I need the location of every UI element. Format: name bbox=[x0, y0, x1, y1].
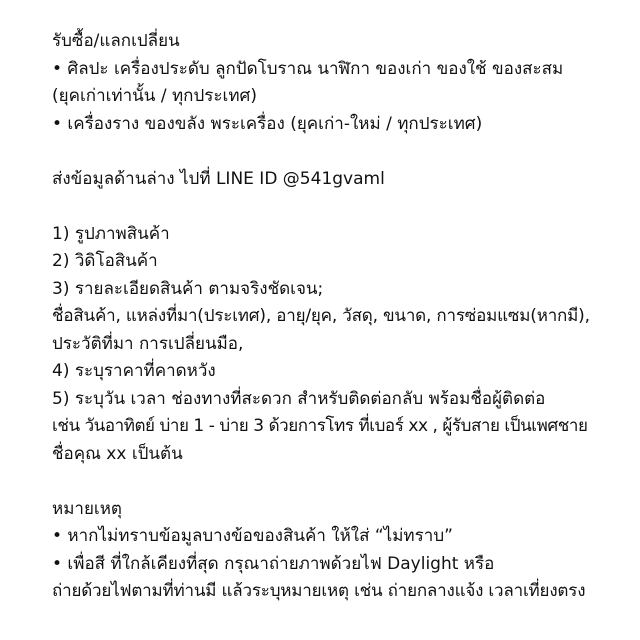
buy-item-line: • เครื่องราง ของขลัง พระเครื่อง (ยุคเก่า-ใหม่ / ทุกประเทศ) bbox=[52, 113, 483, 134]
note-line: • หากไม่ทราบข้อมูลบางข้อของสินค้า ให้ใส่ “ไม่ทราบ” bbox=[52, 526, 453, 546]
requirement-line: 1) รูปภาพสินค้า bbox=[52, 223, 170, 244]
spacer bbox=[52, 468, 612, 496]
requirement-line: 2) วิดิโอสินค้า bbox=[52, 251, 158, 271]
note-line: ถ่ายด้วยไฟตามที่ท่านมี แล้วระบุหมายเหตุ เช่น ถ่ายกลางแจ้ง เวลาเที่ยงตรง bbox=[52, 581, 586, 601]
notes-heading: หมายเหตุ bbox=[52, 498, 122, 519]
requirement-line: ชื่อสินค้า, แหล่งที่มา(ประเทศ), อายุ/ยุค, วัสดุ, ขนาด, การซ่อมแซม(หากมี), bbox=[52, 306, 590, 326]
spacer bbox=[52, 138, 612, 166]
requirement-line: 4) ระบุราคาที่คาดหวัง bbox=[52, 361, 216, 381]
requirement-line: 5) ระบุวัน เวลา ช่องทางที่สะดวก สำหรับติดต่อกลับ พร้อมชื่อผู้ติดต่อ bbox=[52, 388, 546, 409]
requirement-line: 3) รายละเอียดสินค้า ตามจริงชัดเจน; bbox=[52, 278, 324, 299]
buy-heading: รับซื้อ/แลกเปลี่ยน bbox=[52, 31, 180, 51]
requirement-line: เช่น วันอาทิตย์ บ่าย 1 - บ่าย 3 ด้วยการโทร ที่เบอร์ xx , ผู้รับสาย เป็นเพศชาย bbox=[52, 416, 588, 436]
requirement-line: ประวัติที่มา การเปลี่ยนมือ, bbox=[52, 333, 244, 354]
note-line: • เพื่อสี ที่ใกล้เคียงที่สุด กรุณาถ่ายภาพด้วยไฟ Daylight หรือ bbox=[52, 553, 495, 574]
spacer bbox=[52, 193, 612, 221]
contact-line: ส่งข้อมูลด้านล่าง ไปที่ LINE ID @541gvaml bbox=[52, 168, 385, 189]
buy-item-line: • ศิลปะ เครื่องประดับ ลูกปัดโบราณ นาฬิกา ของเก่า ของใช้ ของสะสม bbox=[52, 58, 564, 79]
requirement-line: ชื่อคุณ xx เป็นต้น bbox=[52, 443, 183, 464]
announcement-document bbox=[52, 28, 612, 606]
buy-item-line: (ยุคเก่าเท่านั้น / ทุกประเทศ) bbox=[52, 86, 257, 106]
